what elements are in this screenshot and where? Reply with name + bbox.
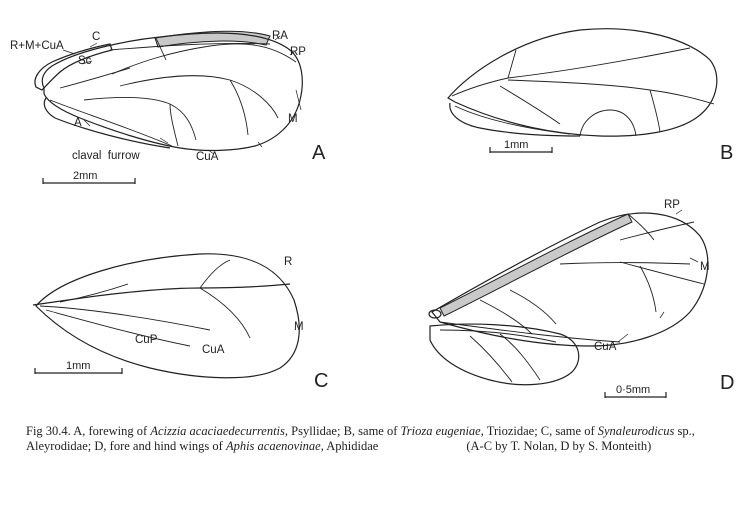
wing-c-stem bbox=[33, 300, 68, 305]
wing-c bbox=[33, 254, 328, 392]
caption-credit: (A-C by T. Nolan, D by S. Monteith) bbox=[466, 439, 652, 453]
wing-b bbox=[448, 29, 733, 164]
wing-a-vein-m bbox=[120, 76, 278, 118]
label-cua-d: CuA bbox=[594, 341, 617, 353]
scale-label-b: 1mm bbox=[504, 139, 529, 151]
label-sc: Sc bbox=[78, 55, 92, 67]
scale-label-d: 0·5mm bbox=[616, 384, 651, 396]
caption-text: sp., bbox=[674, 424, 695, 438]
wing-a-vein-base bbox=[60, 68, 130, 88]
caption-text: , Psyllidae; B, same of bbox=[284, 424, 401, 438]
wing-b-vein-r bbox=[508, 48, 690, 78]
label-m-d: M bbox=[700, 261, 710, 273]
label-r-c: R bbox=[284, 256, 293, 268]
caption-species: Acizzia acaciaedecurrentis bbox=[150, 424, 285, 438]
wing-b-vein-rs bbox=[508, 50, 516, 78]
label-rmcua: R+M+CuA bbox=[10, 40, 64, 52]
caption-text: Aleyrodidae; D, fore and hind wings of bbox=[26, 439, 226, 453]
wing-b-vein-cua bbox=[500, 86, 560, 124]
label-cup: CuP bbox=[135, 334, 158, 346]
wing-d-hindwing-vein3 bbox=[470, 336, 512, 382]
panel-letter-d: D bbox=[720, 372, 735, 394]
wing-c-vein-cup bbox=[46, 310, 190, 346]
panel-letter-a: A bbox=[312, 142, 326, 164]
scale-label-c: 1mm bbox=[66, 360, 91, 372]
wing-d-stigma-end bbox=[628, 214, 654, 240]
caption-text: Fig 30.4. A, forewing of bbox=[26, 424, 151, 438]
label-a: A bbox=[74, 117, 82, 129]
wing-d-vein-rs bbox=[620, 222, 694, 240]
wing-d-base bbox=[429, 310, 441, 318]
wing-b-vein-m2 bbox=[650, 90, 660, 132]
wing-d-pterostigma bbox=[440, 214, 632, 316]
label-cua-c: CuA bbox=[202, 344, 225, 356]
label-cua: CuA bbox=[196, 151, 219, 163]
wing-d-vein-m1 bbox=[620, 262, 704, 284]
caption-species: Trioza eugeniae bbox=[400, 424, 481, 438]
label-claval-furrow: claval furrow bbox=[72, 150, 140, 162]
label-rp-d: RP bbox=[664, 199, 680, 211]
label-c: C bbox=[92, 31, 101, 43]
panel-letter-c: C bbox=[314, 370, 329, 392]
caption-line-1 bbox=[26, 424, 736, 439]
scale-label-a: 2mm bbox=[73, 170, 98, 182]
label-rp: RP bbox=[290, 46, 306, 58]
wing-b-outline bbox=[448, 29, 717, 136]
wing-a-vein-cua-branch bbox=[170, 104, 178, 146]
caption-text: , Aphididae bbox=[320, 439, 379, 453]
wing-d-vein-cua1 bbox=[510, 290, 556, 324]
panel-letter-b: B bbox=[720, 142, 734, 164]
label-m: M bbox=[288, 113, 298, 125]
wing-b-clavus-inner bbox=[455, 106, 570, 134]
wing-a bbox=[10, 30, 326, 184]
caption-line-2 bbox=[26, 439, 736, 454]
wing-c-vein-m bbox=[200, 288, 250, 338]
wing-a-vein-m-branch bbox=[230, 80, 248, 135]
wing-b-vein-m1 bbox=[508, 80, 714, 104]
wing-b-cubital-cell bbox=[580, 110, 636, 136]
caption-species: Aphis acaenovinae bbox=[225, 439, 321, 453]
wing-c-vein-cua bbox=[40, 306, 210, 330]
wing-d-hindwing-vein2 bbox=[500, 334, 540, 380]
caption-species: Synaleurodicus bbox=[597, 424, 675, 438]
label-ra: RA bbox=[272, 30, 288, 42]
wing-d-vein-cua2 bbox=[480, 300, 532, 334]
caption-text: , Triozidae; C, same of bbox=[480, 424, 598, 438]
wing-d bbox=[429, 199, 734, 398]
wing-d-vein-m2 bbox=[640, 266, 656, 312]
figure-caption bbox=[26, 424, 736, 454]
label-m-c: M bbox=[294, 321, 304, 333]
wing-a-vein-r bbox=[112, 44, 296, 74]
wing-b-stem bbox=[452, 78, 508, 96]
wing-c-vein-m2 bbox=[200, 260, 230, 288]
